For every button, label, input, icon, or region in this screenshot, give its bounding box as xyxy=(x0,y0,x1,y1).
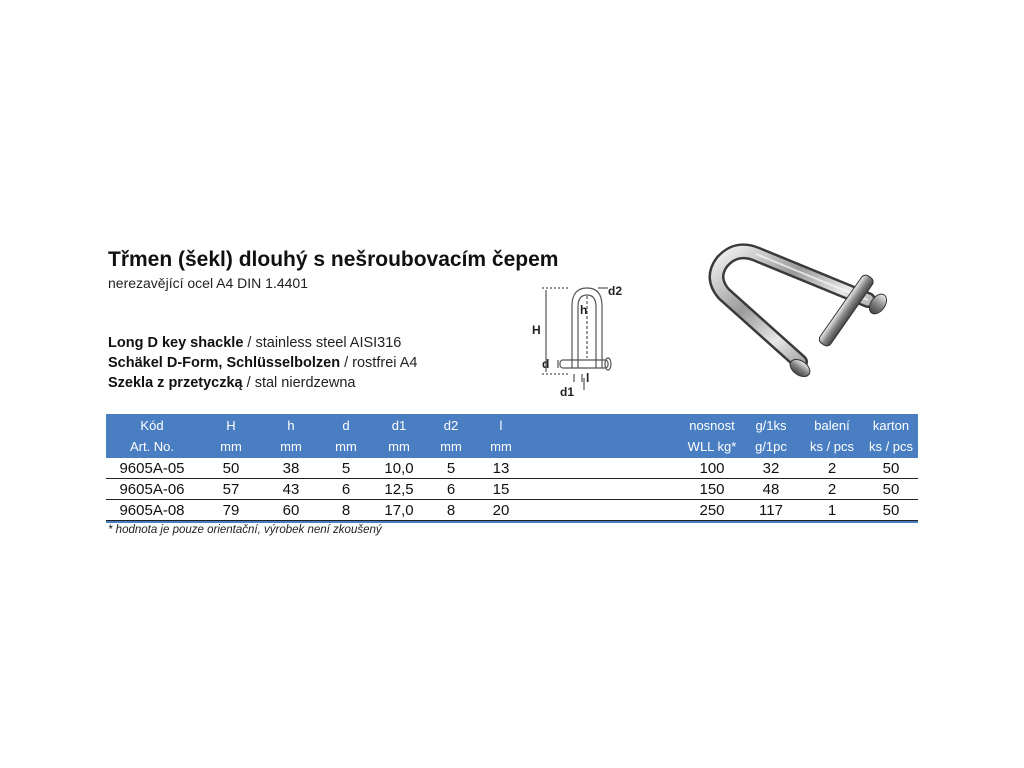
product-title: Třmen (šekl) dlouhý s nešroubovacím čepem xyxy=(108,248,559,271)
header-unit-H: mm xyxy=(220,439,242,454)
cell-weight: 48 xyxy=(762,481,780,498)
diagram-label-d: d xyxy=(542,357,550,371)
header-unit-l: mm xyxy=(490,439,512,454)
cell-code: 9605A-05 xyxy=(119,460,185,477)
header-kod: Kód xyxy=(140,418,164,433)
header-unit-d: mm xyxy=(335,439,357,454)
header-nosnost: nosnost xyxy=(689,418,735,433)
lang-polish xyxy=(108,375,355,391)
cell-d1: 12,5 xyxy=(384,481,414,498)
header-baleni: balení xyxy=(814,418,850,433)
shackle-photo xyxy=(700,242,900,387)
cell-d: 6 xyxy=(341,481,351,498)
cell-nosnost: 150 xyxy=(699,481,725,498)
cell-h: 43 xyxy=(282,481,300,498)
cell-d2: 6 xyxy=(446,481,456,498)
cell-d2: 8 xyxy=(446,502,456,519)
diagram-label-H: H xyxy=(532,323,541,337)
product-subtitle: nerezavějící ocel A4 DIN 1.4401 xyxy=(108,275,309,291)
header-art-no: Art. No. xyxy=(129,439,175,454)
lang-polish-name: Szekla z przetyczką xyxy=(108,375,243,391)
lang-german-material: / rostfrei A4 xyxy=(340,355,418,371)
header-d: d xyxy=(342,418,350,433)
cell-d1: 10,0 xyxy=(384,460,414,477)
diagram-label-d1: d1 xyxy=(560,385,575,399)
cell-nosnost: 250 xyxy=(699,502,725,519)
header-unit-baleni: ks / pcs xyxy=(809,439,855,454)
diagram-label-l: l xyxy=(586,371,590,385)
cell-baleni: 2 xyxy=(827,460,837,477)
table-row xyxy=(106,500,918,521)
lang-english-name: Long D key shackle xyxy=(108,335,244,351)
cell-weight: 32 xyxy=(762,460,780,477)
header-unit-wll: WLL kg* xyxy=(687,439,737,454)
table-bottom-rule xyxy=(106,521,918,523)
diagram-label-d2: d2 xyxy=(608,284,623,298)
header-unit-weight: g/1pc xyxy=(755,439,787,454)
header-d1: d1 xyxy=(391,418,407,433)
cell-karton: 50 xyxy=(882,460,900,477)
cell-nosnost: 100 xyxy=(699,460,725,477)
cell-H: 79 xyxy=(222,502,240,519)
header-unit-karton: ks / pcs xyxy=(868,439,914,454)
footnote: * hodnota je pouze orientační, výrobek není zkoušený xyxy=(108,524,382,536)
shackle-diagram xyxy=(522,282,632,402)
lang-english-material: / stainless steel AISI316 xyxy=(243,335,402,351)
cell-H: 57 xyxy=(222,481,240,498)
cell-d1: 17,0 xyxy=(384,502,414,519)
cell-d2: 5 xyxy=(446,460,456,477)
cell-karton: 50 xyxy=(882,502,900,519)
header-d2: d2 xyxy=(443,418,459,433)
cell-baleni: 1 xyxy=(827,502,837,519)
spec-table xyxy=(106,414,918,523)
table-header xyxy=(106,414,918,458)
header-unit-d1: mm xyxy=(388,439,410,454)
header-H: H xyxy=(226,418,236,433)
cell-karton: 50 xyxy=(882,481,900,498)
cell-code: 9605A-08 xyxy=(119,502,185,519)
header-unit-d2: mm xyxy=(440,439,462,454)
header-unit-h: mm xyxy=(280,439,302,454)
cell-h: 60 xyxy=(282,502,300,519)
lang-german xyxy=(108,355,417,371)
header-h: h xyxy=(287,418,295,433)
header-weight: g/1ks xyxy=(755,418,787,433)
cell-h: 38 xyxy=(282,460,300,477)
header-karton: karton xyxy=(872,418,910,433)
lang-german-name: Schäkel D-Form, Schlüsselbolzen xyxy=(108,355,341,371)
cell-l: 15 xyxy=(492,481,510,498)
cell-l: 20 xyxy=(492,502,510,519)
diagram-label-h: h xyxy=(580,303,588,317)
lang-polish-material: / stal nierdzewna xyxy=(242,375,356,391)
header-l: l xyxy=(499,418,503,433)
cell-code: 9605A-06 xyxy=(119,481,185,498)
lang-english xyxy=(108,335,401,351)
cell-l: 13 xyxy=(492,460,510,477)
table-row xyxy=(106,458,918,479)
cell-d: 5 xyxy=(341,460,351,477)
cell-d: 8 xyxy=(341,502,351,519)
cell-baleni: 2 xyxy=(827,481,837,498)
cell-weight: 117 xyxy=(759,502,783,519)
cell-H: 50 xyxy=(222,460,240,477)
table-row xyxy=(106,479,918,500)
